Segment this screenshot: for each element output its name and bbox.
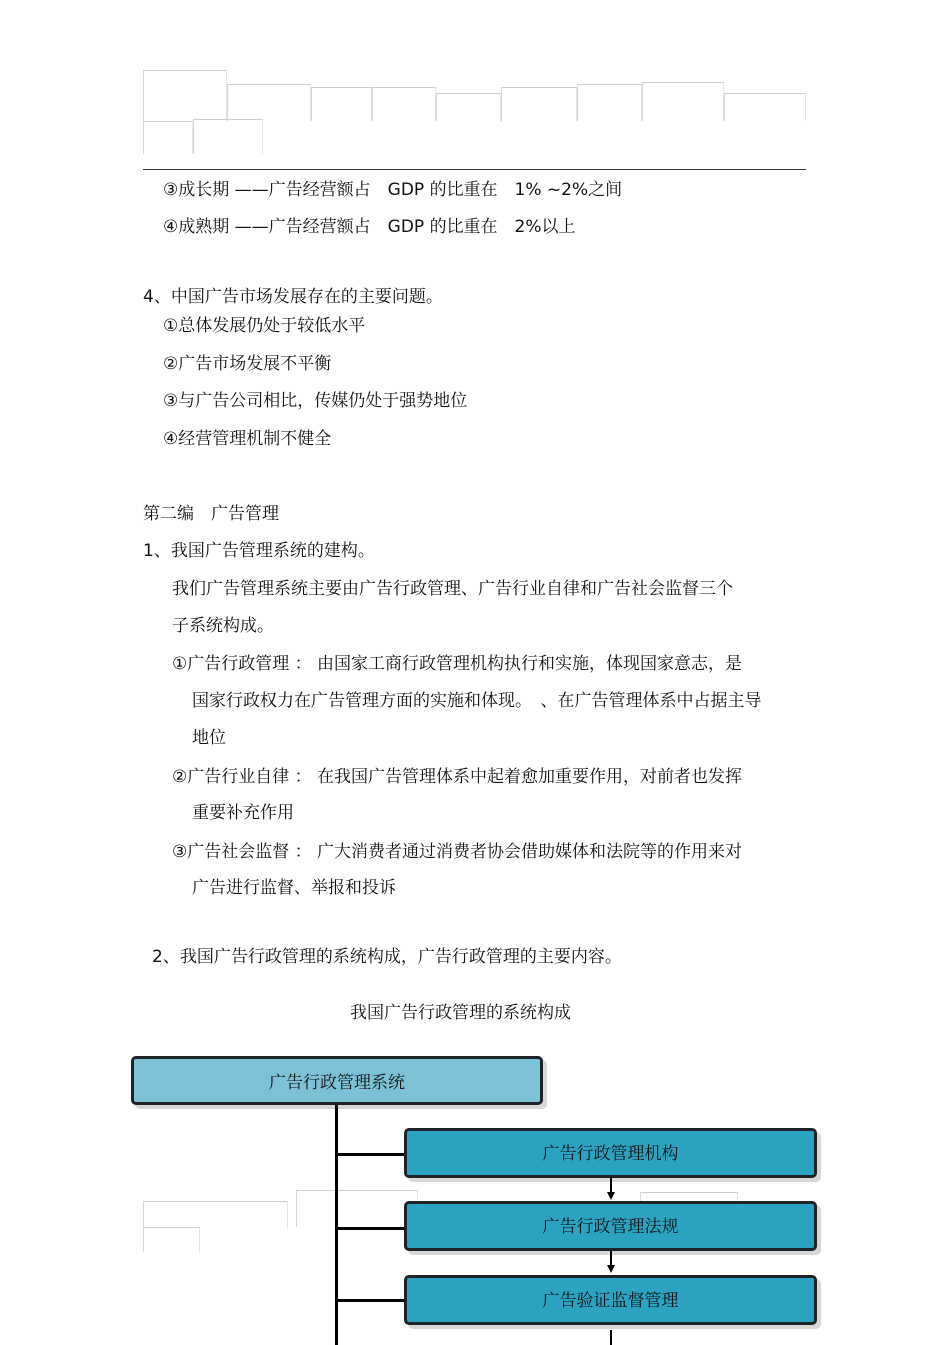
intro-line: 我们广告管理系统主要由广告行政管理、广告行业自律和广告社会监督三个 bbox=[172, 579, 733, 599]
diagram-root-box bbox=[131, 1056, 543, 1105]
arrow-down-icon bbox=[607, 1265, 615, 1273]
intro-line: 子系统构成。 bbox=[172, 616, 274, 636]
arrow-shaft bbox=[610, 1251, 612, 1265]
section4-item: ①总体发展仍处于较低水平 bbox=[163, 316, 366, 336]
section4-item: ③与广告公司相比，传媒仍处于强势地位 bbox=[163, 391, 468, 411]
section4-item: ②广告市场发展不平衡 bbox=[163, 354, 332, 374]
trunk-line bbox=[335, 1105, 338, 1345]
section4-item: ④经营管理机制不健全 bbox=[163, 429, 332, 449]
section4-heading: 4、中国广告市场发展存在的主要问题。 bbox=[143, 287, 443, 307]
arrow-shaft bbox=[610, 1330, 612, 1345]
point-admin-line: ①广告行政管理 ： 由国家工商行政管理机构执行和实施，体现国家意志，是 bbox=[172, 654, 743, 674]
diagram-root-label: 广告行政管理系统 bbox=[269, 1073, 405, 1093]
point-selfreg-line: 重要补充作用 bbox=[192, 803, 294, 823]
stage-mature: ④成熟期 ——广告经营额占 GDP 的比重在 2%以上 bbox=[163, 217, 576, 237]
point-admin-line: 国家行政权力在广告管理方面的实施和体现。 、在广告管理体系中占据主导 bbox=[192, 691, 762, 711]
branch-line bbox=[335, 1153, 405, 1156]
question-2: 2、我国广告行政管理的系统构成，广告行政管理的主要内容。 bbox=[152, 947, 622, 967]
diagram-child-box bbox=[404, 1128, 817, 1178]
branch-line bbox=[335, 1227, 405, 1230]
header-rule bbox=[143, 169, 806, 170]
part2-title: 第二编 广告管理 bbox=[143, 504, 279, 524]
question-1: 1、我国广告管理系统的建构。 bbox=[143, 541, 375, 561]
stage-growth: ③成长期 ——广告经营额占 GDP 的比重在 1% ~2%之间 bbox=[163, 180, 623, 200]
arrow-shaft bbox=[610, 1178, 612, 1192]
diagram-child-label: 广告行政管理机构 bbox=[542, 1144, 679, 1164]
arrow-down-icon bbox=[607, 1192, 615, 1200]
diagram-child-box bbox=[404, 1275, 817, 1325]
branch-line bbox=[335, 1299, 405, 1302]
point-selfreg-line: ②广告行业自律 ： 在我国广告管理体系中起着愈加重要作用，对前者也发挥 bbox=[172, 767, 743, 787]
point-social-line: ③广告社会监督 ： 广大消费者通过消费者协会借助媒体和法院等的作用来对 bbox=[172, 842, 743, 862]
diagram-child-label: 广告验证监督管理 bbox=[542, 1291, 679, 1311]
diagram-caption: 我国广告行政管理的系统构成 bbox=[350, 1003, 571, 1023]
diagram-child-label: 广告行政管理法规 bbox=[542, 1217, 679, 1237]
point-social-line: 广告进行监督、举报和投诉 bbox=[192, 878, 396, 898]
diagram-child-box bbox=[404, 1201, 817, 1251]
point-admin-line: 地位 bbox=[192, 728, 226, 748]
